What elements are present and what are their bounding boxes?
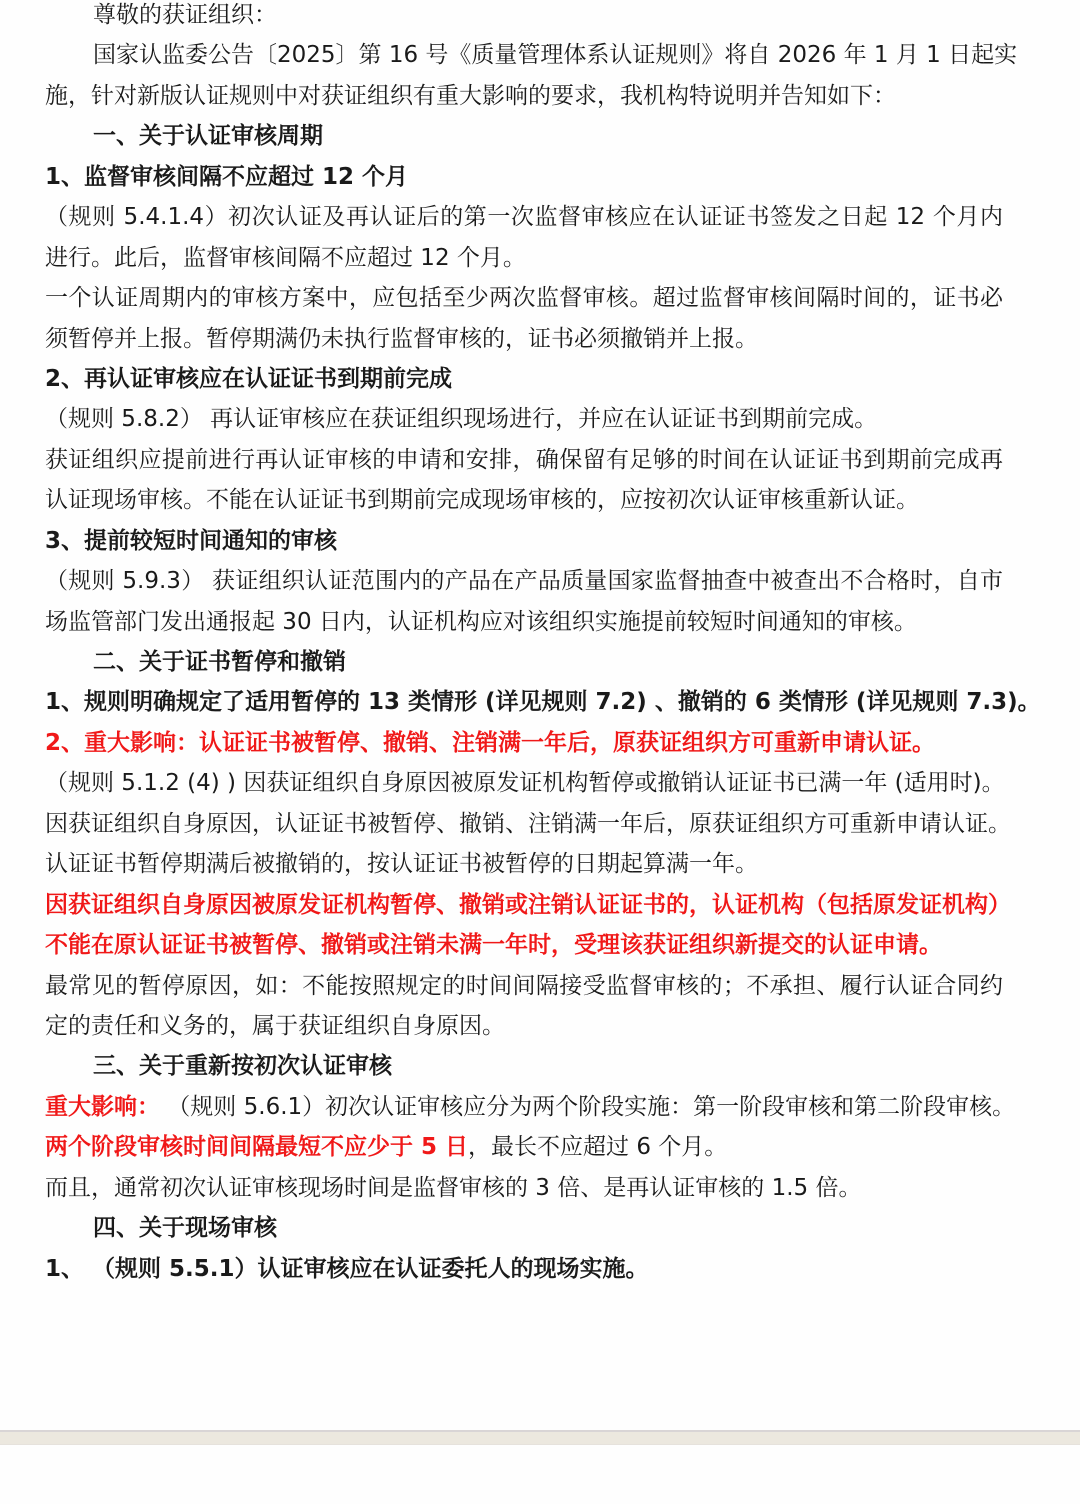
paragraph-line: （规则 5.8.2） 再认证审核应在获证组织现场进行，并应在认证证书到期前完成。 xyxy=(45,406,878,433)
paragraph-line: 场监管部门发出通报起 30 日内，认证机构应对该组织实施提前较短时间通知的审核。 xyxy=(45,608,917,635)
paragraph-line: 须暂停并上报。暂停期满仍未执行监督审核的，证书必须撤销并上报。 xyxy=(45,325,758,352)
red-highlight-line: 因获证组织自身原因被原发证机构暂停、撤销或注销认证证书的，认证机构（包括原发证机构） xyxy=(45,891,1011,918)
page-divider xyxy=(0,1430,1080,1445)
section-heading-2: 二、关于证书暂停和撤销 xyxy=(93,649,346,675)
intro-paragraph-line: 施，针对新版认证规则中对获证组织有重大影响的要求，我机构特说明并告知如下： xyxy=(45,82,896,109)
paragraph-line: （规则 5.4.1.4）初次认证及再认证后的第一次监督审核应在认证证书签发之日起 12 个月内 xyxy=(45,204,1003,231)
paragraph-line: 一个认证周期内的审核方案中，应包括至少两次监督审核。超过监督审核间隔时间的，证书必 xyxy=(45,285,1003,312)
paragraph-line: （规则 5.9.3） 获证组织认证范围内的产品在产品质量国家监督抽查中被查出不合格时，自市 xyxy=(45,568,1003,595)
paragraph-line: 定的责任和义务的，属于获证组织自身原因。 xyxy=(45,1012,505,1039)
paragraph-line: 获证组织应提前进行再认证审核的申请和安排，确保留有足够的时间在认证证书到期前完成再 xyxy=(45,446,1003,473)
subheading: 1、规则明确规定了适用暂停的 13 类情形 (详见规则 7.2) 、撤销的 6 类情形 (详见规则 7.3)。 xyxy=(45,689,1041,716)
subheading: 1、 （规则 5.5.1）认证审核应在认证委托人的现场实施。 xyxy=(45,1255,649,1282)
subheading: 3、提前较短时间通知的审核 xyxy=(45,527,338,554)
notice-document xyxy=(45,0,1041,1289)
subheading: 1、监督审核间隔不应超过 12 个月 xyxy=(45,163,409,190)
paragraph-line xyxy=(45,1087,1016,1127)
paragraph-line: 进行。此后，监督审核间隔不应超过 12 个月。 xyxy=(45,244,526,271)
paragraph-line: （规则 5.1.2 (4) ) 因获证组织自身原因被原发证机构暂停或撤销认证证书已满一年 (适用时)。 xyxy=(45,770,1005,797)
salutation: 尊敬的获证组织： xyxy=(93,2,277,28)
section-heading-3: 三、关于重新按初次认证审核 xyxy=(93,1053,392,1080)
section-heading-1: 一、关于认证审核周期 xyxy=(93,123,323,150)
paragraph-line: 因获证组织自身原因，认证证书被暂停、撤销、注销满一年后，原获证组织方可重新申请认证。 xyxy=(45,810,1011,837)
paragraph-line xyxy=(45,1127,1003,1167)
paragraph-line: 认证现场审核。不能在认证证书到期前完成现场审核的，应按初次认证审核重新认证。 xyxy=(45,487,919,514)
subheading: 2、再认证审核应在认证证书到期前完成 xyxy=(45,365,453,392)
major-impact-highlight: 2、重大影响：认证证书被暂停、撤销、注销满一年后，原获证组织方可重新申请认证。 xyxy=(45,729,936,756)
red-highlight-line: 不能在原认证证书被暂停、撤销或注销未满一年时，受理该获证组织新提交的认证申请。 xyxy=(45,932,942,959)
major-impact-label: 重大影响： xyxy=(45,1093,160,1120)
paragraph-line: 认证证书暂停期满后被撤销的，按认证证书被暂停的日期起算满一年。 xyxy=(45,851,758,878)
paragraph-line: 最常见的暂停原因，如：不能按照规定的时间间隔接受监督审核的；不承担、履行认证合同约 xyxy=(45,972,1003,999)
rule-text: （规则 5.6.1）初次认证审核应分为两个阶段实施：第一阶段审核和第二阶段审核。 xyxy=(160,1093,1016,1120)
section-heading-4: 四、关于现场审核 xyxy=(93,1215,277,1242)
interval-text: ，最长不应超过 6 个月。 xyxy=(468,1134,728,1161)
interval-highlight: 两个阶段审核时间间隔最短不应少于 5 日 xyxy=(45,1134,469,1161)
intro-paragraph-line: 国家认监委公告〔2025〕第 16 号《质量管理体系认证规则》将自 2026 年 1 月 1 日起实 xyxy=(93,42,1018,69)
paragraph-line: 而且，通常初次认证审核现场时间是监督审核的 3 倍、是再认证审核的 1.5 倍。 xyxy=(45,1174,862,1201)
